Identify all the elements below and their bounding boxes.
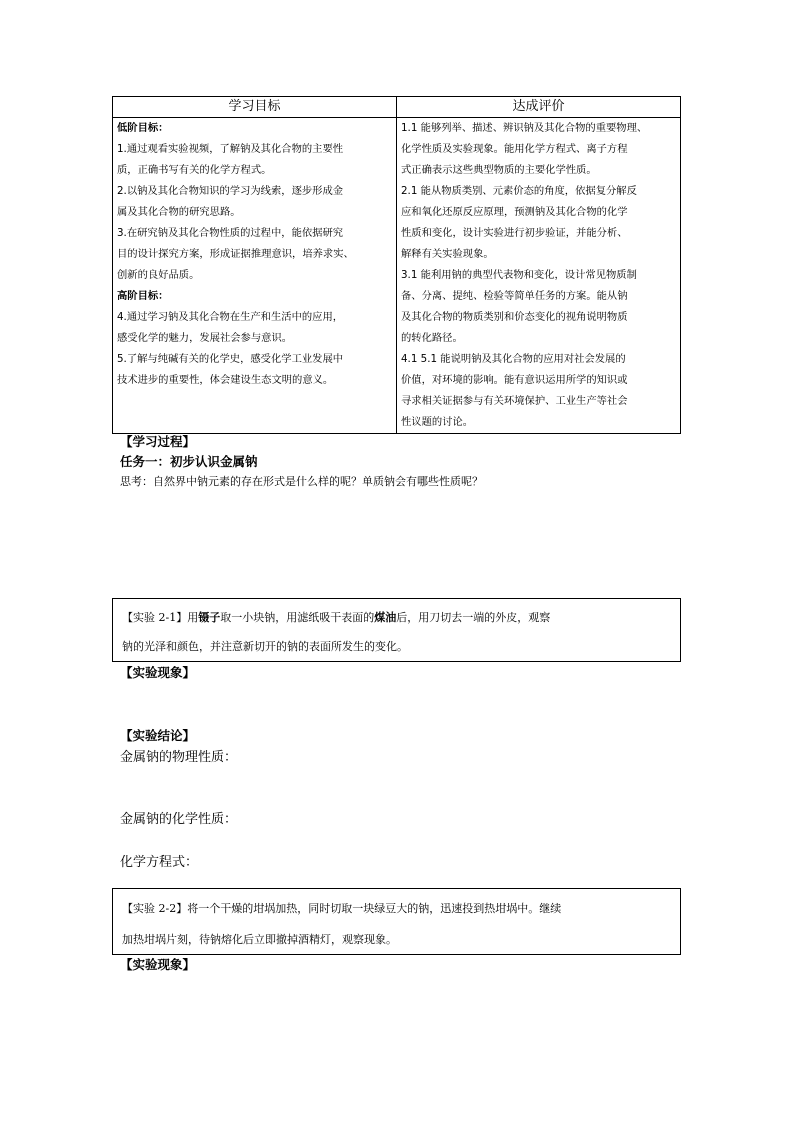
evaluation-line: 性质和变化，设计实验进行初步验证，并能分析、 [401, 227, 628, 239]
goal-line: 2.以钠及其化合物知识的学习为线索，逐步形成金 [117, 185, 344, 197]
experiment-2-2-line2: 加热坩埚片刻，待钠熔化后立即撤掉酒精灯，观察现象。 [122, 933, 397, 946]
experiment-2-1-box [112, 598, 681, 662]
goals-header-right: 达成评价 [397, 97, 681, 118]
experiment-2-2-line1: 【实验 2-2】将一个干燥的坩埚加热，同时切取一块绿豆大的钠，迅速投到热坩埚中。继续 [122, 902, 562, 915]
evaluation-line: 应和氧化还原反应原理，预测钠及其化合物的化学 [401, 206, 628, 218]
goals-table-body-row [113, 118, 681, 434]
goals-header-left: 学习目标 [113, 97, 397, 118]
physical-properties-label: 金属钠的物理性质： [120, 750, 238, 765]
chemical-equation-label: 化学方程式： [120, 855, 199, 870]
evaluation-line: 4.1 5.1 能说明钠及其化合物的应用对社会发展的 [401, 353, 626, 365]
evaluation-line: 2.1 能从物质类别、元素价态的角度，依据复分解反 [401, 185, 637, 197]
task1-title: 任务一：初步认识金属钠 [120, 454, 258, 469]
chemical-properties-label: 金属钠的化学性质： [120, 812, 238, 827]
goal-line: 创新的良好品质。 [117, 269, 200, 281]
goal-line: 质，正确书写有关的化学方程式。 [117, 164, 272, 176]
evaluation-line: 解释有关实验现象。 [401, 248, 494, 260]
goals-table-header-row [113, 97, 681, 118]
learning-goals-cell [113, 118, 397, 434]
evaluation-line: 3.1 能利用钠的典型代表物和变化，设计常见物质制 [401, 269, 637, 281]
evaluation-line: 式正确表示这些典型物质的主要化学性质。 [401, 164, 597, 176]
evaluation-line: 及其化合物的物质类别和价态变化的视角说明物质 [401, 311, 628, 323]
goal-line: 5.了解与纯碱有关的化学史，感受化学工业发展中 [117, 353, 344, 365]
evaluation-line: 寻求相关证据参与有关环境保护、工业生产等社会 [401, 395, 628, 407]
goal-line: 属及其化合物的研究思路。 [117, 206, 241, 218]
evaluation-line: 1.1 能够列举、描述、辨识钠及其化合物的重要物理、 [401, 122, 648, 134]
goal-line: 感受化学的魅力，发展社会参与意识。 [117, 332, 293, 344]
phenomenon-label-1: 【实验现象】 [120, 665, 196, 680]
goal-tier-heading: 高阶目标： [117, 290, 169, 302]
evaluation-line: 的转化路径。 [401, 332, 463, 344]
conclusion-label: 【实验结论】 [120, 728, 196, 743]
goal-line: 1.通过观看实验视频，了解钠及其化合物的主要性 [117, 143, 344, 155]
phenomenon-label-2: 【实验现象】 [120, 957, 196, 972]
goal-line: 4.通过学习钠及其化合物在生产和生活中的应用， [117, 311, 344, 323]
evaluation-line: 化学性质及实验现象。能用化学方程式、离子方程 [401, 143, 628, 155]
think-question: 思考：自然界中钠元素的存在形式是什么样的呢？单质钠会有哪些性质呢？ [120, 475, 483, 488]
goal-line: 3.在研究钠及其化合物性质的过程中，能依据研究 [117, 227, 344, 239]
experiment-2-1-line1: 【实验 2-1】用镊子取一小块钠，用滤纸吸干表面的煤油后，用刀切去一端的外皮，观察 [122, 611, 551, 624]
goal-line: 目的设计探究方案，形成证据推理意识，培养求实、 [117, 248, 354, 260]
experiment-2-2-box [112, 888, 681, 955]
goal-line: 技术进步的重要性，体会建设生态文明的意义。 [117, 374, 334, 386]
section-title: 【学习过程】 [120, 434, 196, 449]
goal-tier-heading: 低阶目标： [117, 122, 169, 134]
evaluation-line: 价值，对环境的影响。能有意识运用所学的知识或 [401, 374, 628, 386]
experiment-2-1-line2: 钠的光泽和颜色，并注意新切开的钠的表面所发生的变化。 [122, 640, 408, 653]
evaluation-cell [397, 118, 681, 434]
evaluation-line: 性议题的讨论。 [401, 416, 474, 428]
evaluation-line: 备、分离、提纯、检验等简单任务的方案。能从钠 [401, 290, 628, 302]
goals-table [112, 96, 681, 434]
